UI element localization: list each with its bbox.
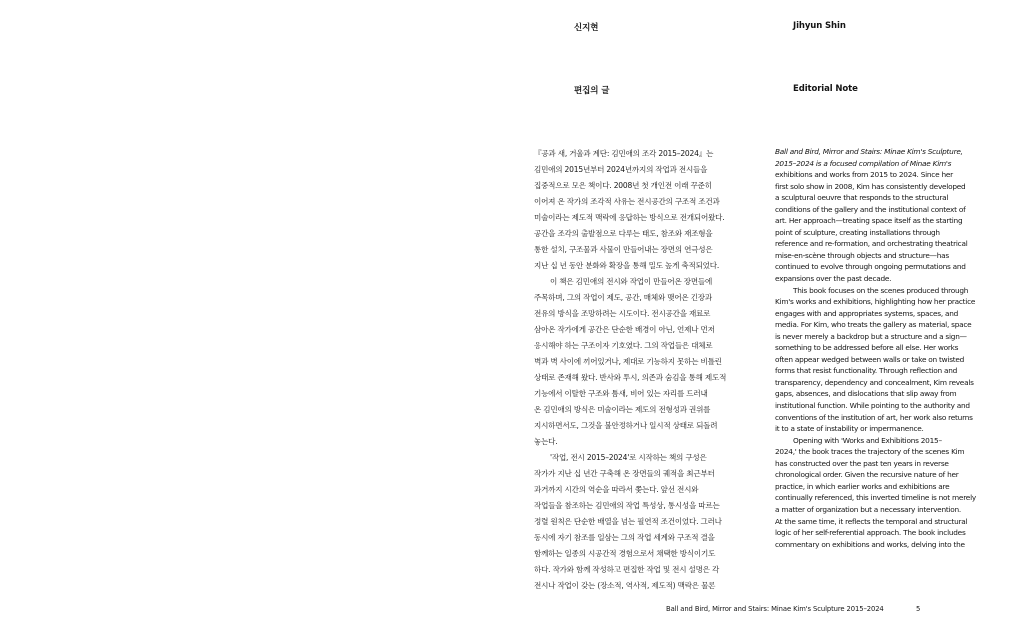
text-line: exhibitions and works from 2015 to 2024. Since her xyxy=(775,170,953,180)
text-line: continued to evolve through ongoing permutations and xyxy=(775,262,966,272)
author-name-english: Jihyun Shin xyxy=(793,21,846,31)
text-line: 통한 설치, 구조물과 사물이 만들어내는 장면의 연극성은 xyxy=(534,245,713,254)
text-line: 지시하면서도, 그것을 불안정하거나 일시적 상태로 되돌려 xyxy=(534,421,718,430)
text-line: 작가가 지난 십 년간 구축해 온 장면들의 궤적을 최근부터 xyxy=(534,469,715,478)
text-line: logic of her self-referential approach. The book includes xyxy=(775,528,966,538)
text-line: expansions over the past decade. xyxy=(775,274,892,284)
text-line: conditions of the gallery and the institutional context of xyxy=(775,204,966,214)
text-line: has constructed over the past ten years in reverse xyxy=(775,458,949,468)
book-title-italic: Ball and Bird, Mirror and Stairs: Minae Kim's Sculpture, xyxy=(775,147,963,156)
text-line: 이어져 온 작가의 조각적 사유는 전시공간의 구조적 조건과 xyxy=(534,197,720,206)
text-line: 2024,' the book traces the trajectory of the scenes Kim xyxy=(775,447,965,457)
text-line: is never merely a backdrop but a structure and a sign— xyxy=(775,331,967,341)
text-line: gaps, absences, and dislocations that slip away from xyxy=(775,389,957,399)
text-line: forms that resist functionality. Through reflection and xyxy=(775,366,958,376)
text-line: 집중적으로 모은 책이다. 2008년 첫 개인전 이래 꾸준히 xyxy=(534,181,712,190)
text-line: 응시해야 하는 구조이자 기호였다. 그의 작업들은 대체로 xyxy=(534,341,713,350)
text-line: media. For Kim, who treats the gallery as material, space xyxy=(775,320,972,330)
text-line: institutional function. While pointing to the authority and xyxy=(775,401,970,411)
text-line: 작업들을 참조하는 김민애의 작업 특성상, 통시성을 따르는 xyxy=(534,501,720,510)
text-line: 벽과 벽 사이에 끼어있거나, 제대로 기능하지 못하는 비틀린 xyxy=(534,357,722,366)
text-line: 상태로 존재해 왔다. 반사와 투시, 의존과 숨김을 통해 제도적 xyxy=(534,373,727,382)
body-text-english xyxy=(775,146,1011,550)
text-line: 김민애의 2015년부터 2024년까지의 작업과 전시들을 xyxy=(534,165,708,174)
text-line xyxy=(775,158,1011,170)
text-line: 미술이라는 제도적 맥락에 응답하는 방식으로 전개되어왔다. xyxy=(534,213,725,222)
text-line: 기능에서 이탈한 구조와 틈새, 비어 있는 자리를 드러내 xyxy=(534,389,708,398)
text-line: commentary on exhibitions and works, delving into the xyxy=(775,539,965,549)
text-line: 함께하는 일종의 시공간적 경험으로서 채택한 방식이기도 xyxy=(534,549,716,558)
text-line: often appear wedged between walls or take on twisted xyxy=(775,354,965,364)
text-line: 삼아온 작가에게 공간은 단순한 배경이 아닌, 언제나 먼저 xyxy=(534,325,715,334)
text-line: 주목하며, 그의 작업이 제도, 공간, 매체와 맺어온 긴장과 xyxy=(534,293,712,302)
body-text-korean xyxy=(534,146,766,594)
text-line: transparency, dependency and concealment, Kim reveals xyxy=(775,377,974,387)
text-line: 『공과 새, 거울과 계단: 김민애의 조각 2015–2024』는 xyxy=(534,149,714,158)
text-line: reference and re-formation, and orchestrating theatrical xyxy=(775,239,968,249)
text-line: 정렬 원칙은 단순한 배열을 넘는 필연적 조건이었다. 그러나 xyxy=(534,517,722,526)
text-line: 지난 십 년 동안 분화와 확장을 통해 밀도 높게 축적되었다. xyxy=(534,261,720,270)
text-line: art. Her approach—treating space itself as the starting xyxy=(775,216,963,226)
text-line: 놓는다. xyxy=(534,437,558,446)
text-line: At the same time, it reflects the temporal and structural xyxy=(775,516,968,526)
text-line: 온 김민애의 방식은 미술이라는 제도의 전형성과 권위를 xyxy=(534,405,711,414)
text-line: 전시나 작업이 갖는 (장소적, 역사적, 제도적) 맥락은 물론 xyxy=(534,581,716,590)
text-line: chronological order. Given the recursive nature of her xyxy=(775,470,959,480)
text-line: conventions of the institution of art, her work also returns xyxy=(775,412,973,422)
text-line: 과거까지 시간의 역순을 따라서 쫓는다. 앞선 전시와 xyxy=(534,485,699,494)
text-line: '작업, 전시 2015–2024'로 시작하는 책의 구성은 xyxy=(550,453,707,462)
text-line: first solo show in 2008, Kim has consistently developed xyxy=(775,181,966,191)
text-line: a sculptural oeuvre that responds to the structural xyxy=(775,193,949,203)
page-number: 5 xyxy=(916,605,921,613)
book-title-italic: 2015–2024 is a focused compilation of Minae Kim's xyxy=(775,158,952,168)
text-line: 이 책은 김민애의 전시와 작업이 만들어온 장면들에 xyxy=(550,277,713,286)
text-line: Opening with 'Works and Exhibitions 2015– xyxy=(793,435,942,445)
section-title-english: Editorial Note xyxy=(793,84,858,94)
text-line: continually referenced, this inverted timeline is not merely xyxy=(775,493,976,503)
text-line xyxy=(775,146,1011,158)
text-line: engages with and appropriates systems, spaces, and xyxy=(775,308,959,318)
running-footer-title: Ball and Bird, Mirror and Stairs: Minae Kim's Sculpture 2015–2024 xyxy=(666,605,884,613)
text-line: 동시에 자기 참조를 일삼는 그의 작업 세계와 구조적 결을 xyxy=(534,533,715,542)
text-line: 공간을 조각의 출발점으로 다루는 태도, 참조와 재조형을 xyxy=(534,229,713,238)
text-line: practice, in which earlier works and exhibitions are xyxy=(775,481,950,491)
text-line: a matter of organization but a necessary intervention. xyxy=(775,504,962,514)
text-line: something to be addressed before all else. Her works xyxy=(775,343,959,353)
section-title-korean: 편집의 글 xyxy=(574,86,610,96)
text-line: 하다. 작가와 함께 작성하고 편집한 작업 및 전시 설명은 각 xyxy=(534,565,720,574)
author-name-korean: 신지현 xyxy=(574,23,599,33)
text-line: 전유의 방식을 조망하려는 시도이다. 전시공간을 재료로 xyxy=(534,309,711,318)
text-line: mise-en-scène through objects and structure—has xyxy=(775,250,949,260)
text-line: it to a state of instability or impermanence. xyxy=(775,424,924,434)
text-line: This book focuses on the scenes produced through xyxy=(793,285,969,295)
text-line: Kim's works and exhibitions, highlighting how her practice xyxy=(775,297,976,307)
text-line: point of sculpture, creating installations through xyxy=(775,227,940,237)
